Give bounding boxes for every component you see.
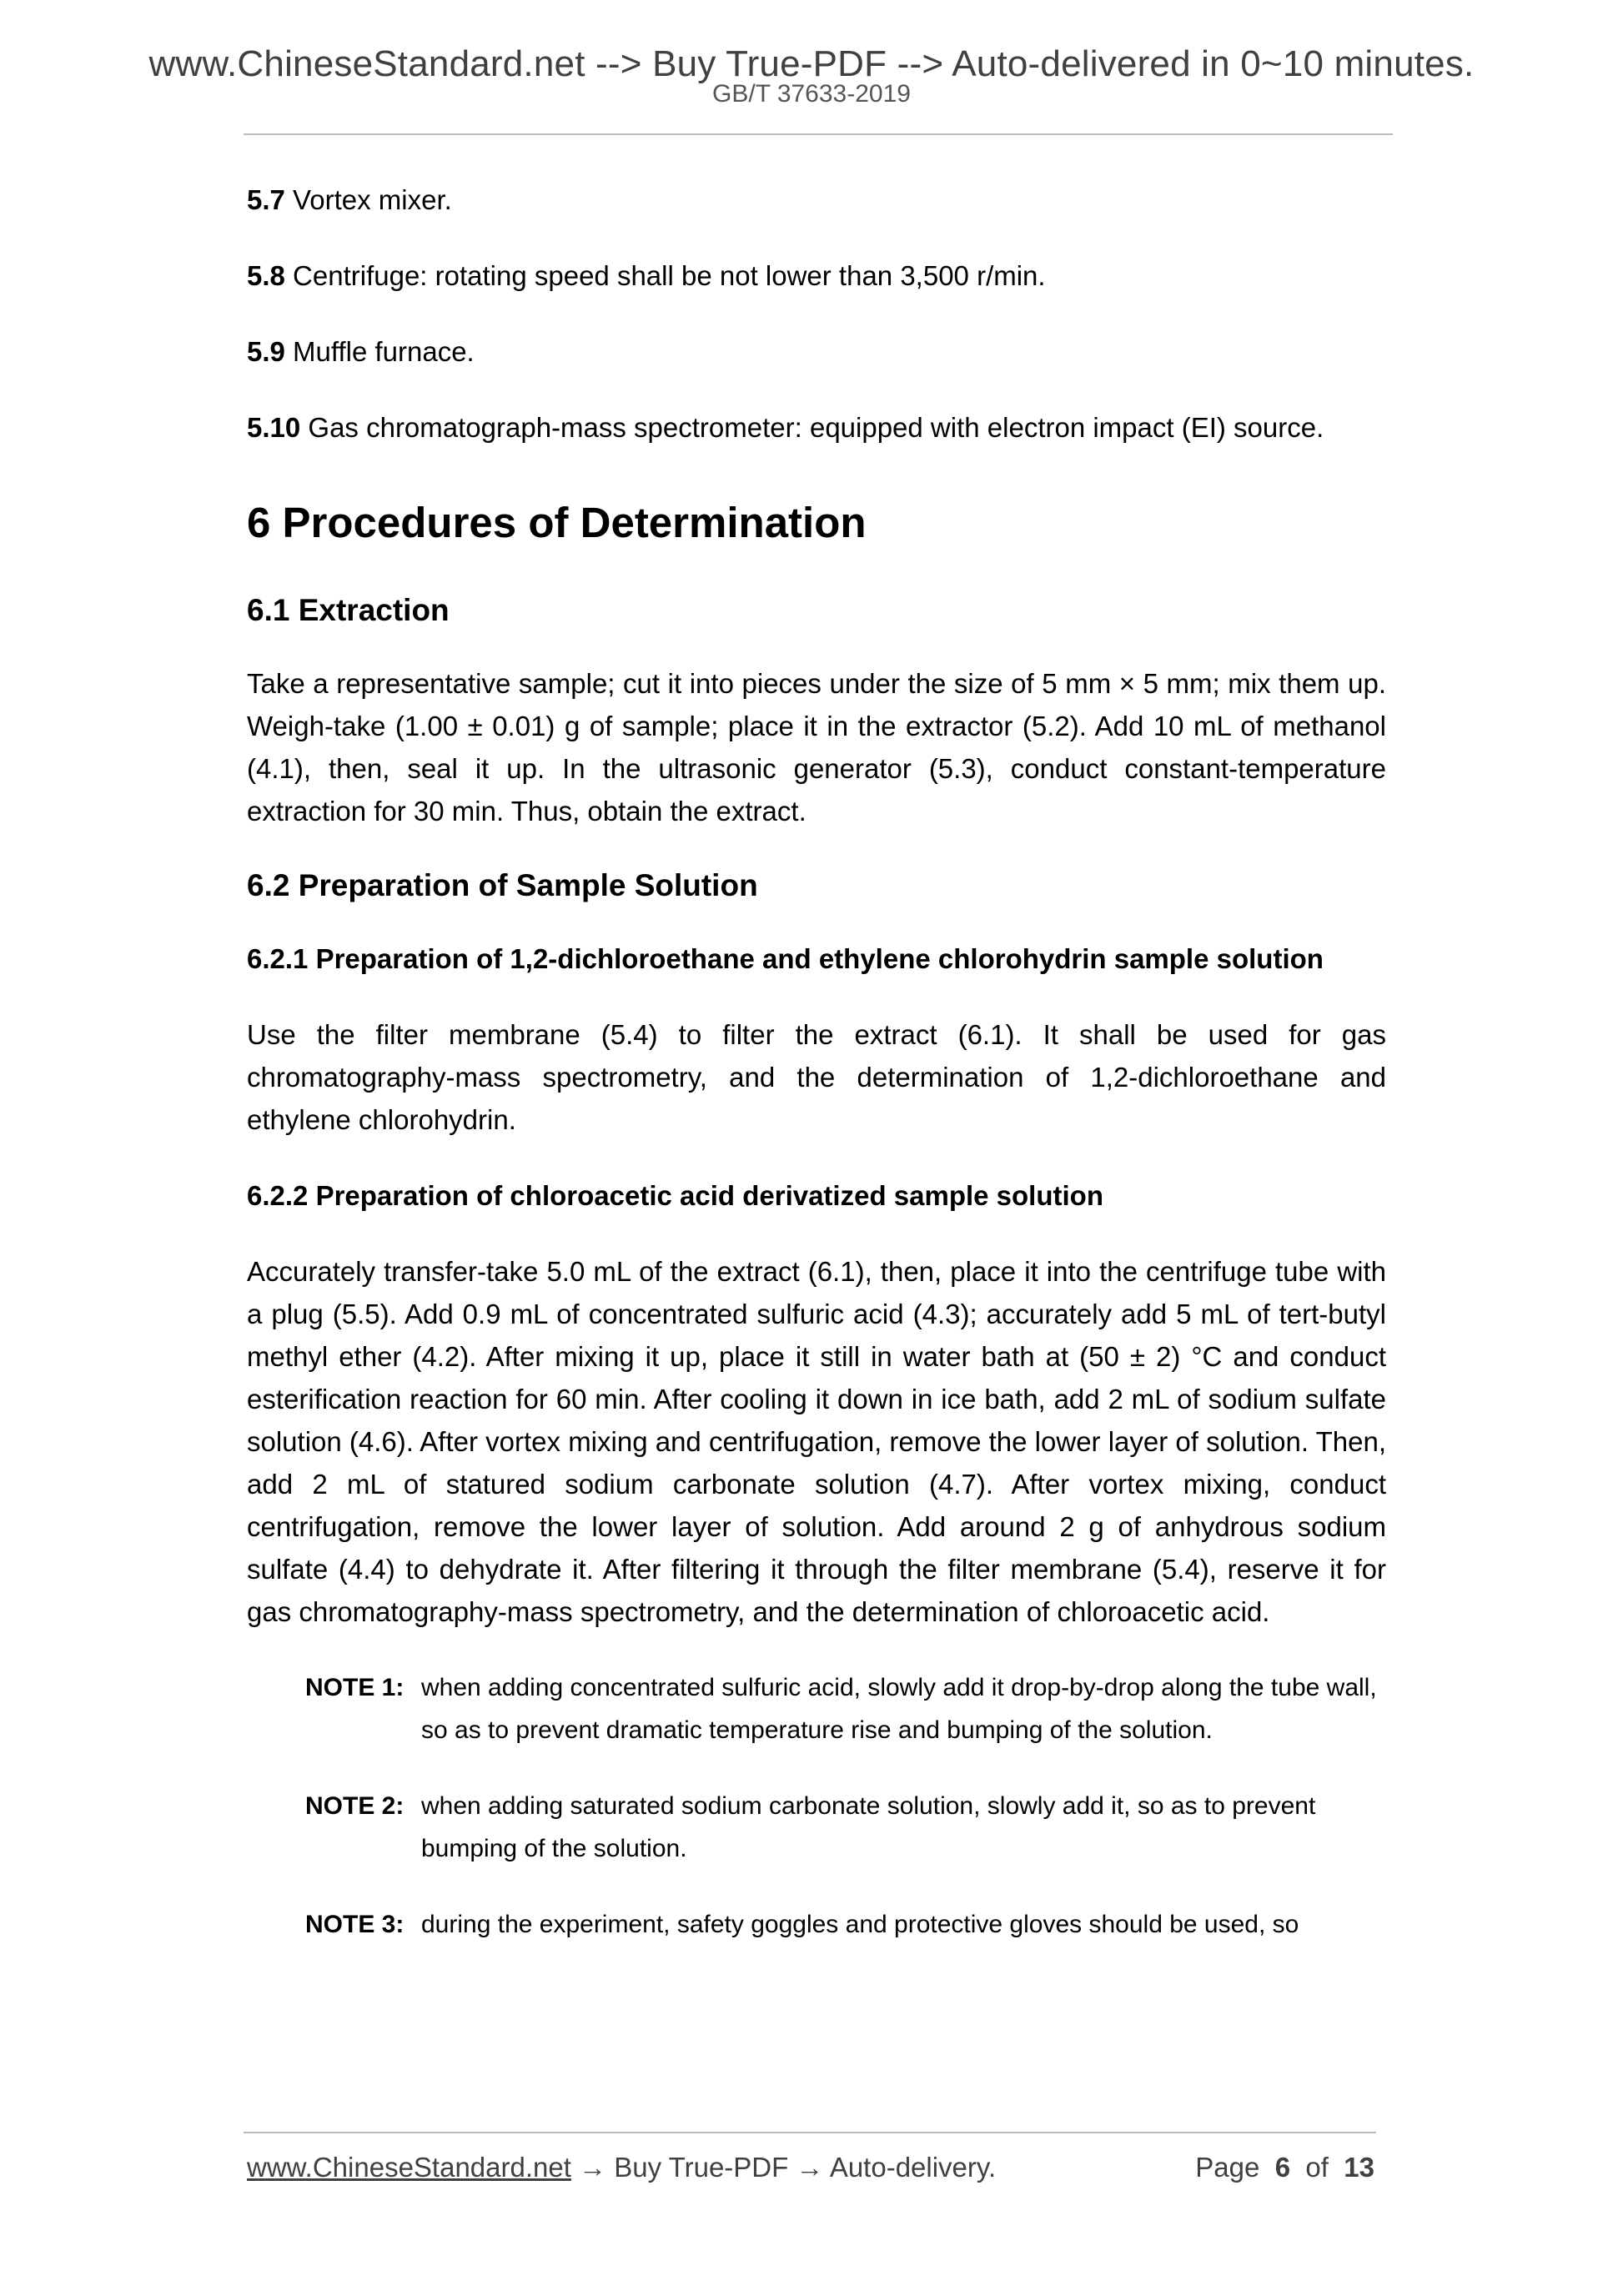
- header-divider: [244, 133, 1393, 135]
- note-text: when adding saturated sodium carbonate solution, slowly add it, so as to prevent bumping of the solution.: [421, 1792, 1316, 1862]
- clause-number: 5.10: [247, 412, 301, 443]
- page-current: 6: [1274, 2152, 1291, 2183]
- page-total: 13: [1344, 2152, 1374, 2183]
- page-indicator: [1195, 2152, 1374, 2183]
- clause-text: Centrifuge: rotating speed shall be not lower than 3,500 r/min.: [284, 260, 1046, 291]
- section-6-2-1-heading: 6.2.1 Preparation of 1,2-dichloroethane and ethylene chlorohydrin sample solution: [247, 943, 1324, 974]
- clause-number: 5.8: [247, 260, 285, 291]
- note-text: when adding concentrated sulfuric acid, slowly add it drop-by-drop along the tube wall, so as to prevent dramatic temperature rise and bumping of the solution.: [421, 1674, 1377, 1744]
- section-6-1-heading: 6.1 Extraction: [247, 593, 450, 627]
- clause-number: 5.7: [247, 184, 285, 215]
- clause-5-8: [247, 254, 1386, 297]
- note-1: [305, 1666, 1386, 1751]
- footer-tagline: → Buy True-PDF → Auto-delivery.: [570, 2152, 997, 2183]
- clause-5-7: [247, 178, 1386, 221]
- note-label: NOTE 2:: [305, 1792, 404, 1820]
- clause-text: Muffle furnace.: [284, 336, 475, 367]
- clause-number: 5.9: [247, 336, 285, 367]
- footer-site-link[interactable]: www.ChineseStandard.net: [247, 2152, 571, 2183]
- note-text: during the experiment, safety goggles and protective gloves should be used, so: [421, 1911, 1299, 1938]
- footer-divider: [244, 2132, 1376, 2133]
- section-6-1-body: Take a representative sample; cut it into pieces under the size of 5 mm × 5 mm; mix them up. Weigh-take (1.00 ± 0.01) g of sample; place it in the extractor (5.2). Add 10 mL of methanol (4.1), then, seal it up. In the ultrasonic generator (5.3), conduct constant-temperature extraction for 30 min. Thus, obtain the extract.: [247, 668, 1386, 826]
- note-label: NOTE 3:: [305, 1911, 404, 1938]
- page-content: [247, 178, 1386, 1979]
- section-6-heading: 6 Procedures of Determination: [247, 499, 867, 546]
- section-6-2-heading: 6.2 Preparation of Sample Solution: [247, 868, 758, 902]
- note-2: [305, 1785, 1386, 1870]
- page-of: of: [1305, 2152, 1329, 2183]
- page-footer: [247, 2152, 1374, 2183]
- standard-number: GB/T 37633-2019: [712, 80, 911, 108]
- header-banner: www.ChineseStandard.net --> Buy True-PDF --> Auto-delivered in 0~10 minutes.: [148, 43, 1475, 84]
- footer-left: [247, 2152, 996, 2183]
- section-6-2-2-heading: 6.2.2 Preparation of chloroacetic acid derivatized sample solution: [247, 1180, 1103, 1211]
- clause-5-9: [247, 330, 1386, 373]
- clause-text: Gas chromatograph-mass spectrometer: equipped with electron impact (EI) source.: [300, 412, 1324, 443]
- clause-text: Vortex mixer.: [284, 184, 452, 215]
- note-3: [305, 1903, 1386, 1946]
- section-6-2-1-body: Use the filter membrane (5.4) to filter the extract (6.1). It shall be used for gas chromatography-mass spectrometry, and the determination of 1,2-dichloroethane and ethylene chlorohydrin.: [247, 1019, 1386, 1135]
- clause-5-10: [247, 406, 1386, 449]
- page-word: Page: [1195, 2152, 1260, 2183]
- section-6-2-2-body: Accurately transfer-take 5.0 mL of the extract (6.1), then, place it into the centrifuge tube with a plug (5.5). Add 0.9 mL of concentrated sulfuric acid (4.3); accurately add 5 mL of tert-butyl methyl ether (4.2). After mixing it up, place it still in water bath at (50 ± 2) °C and conduct esterification reaction for 60 min. After cooling it down in ice bath, add 2 mL of sodium sulfate solution (4.6). After vortex mixing and centrifugation, remove the lower layer of solution. Then, add 2 mL of statured sodium carbonate solution (4.7). After vortex mixing, conduct centrifugation, remove the lower layer of solution. Add around 2 g of anhydrous sodium sulfate (4.4) to dehydrate it. After filtering it through the filter membrane (5.4), reserve it for gas chromatography-mass spectrometry, and the determination of chloroacetic acid.: [247, 1256, 1386, 1627]
- note-label: NOTE 1:: [305, 1674, 404, 1701]
